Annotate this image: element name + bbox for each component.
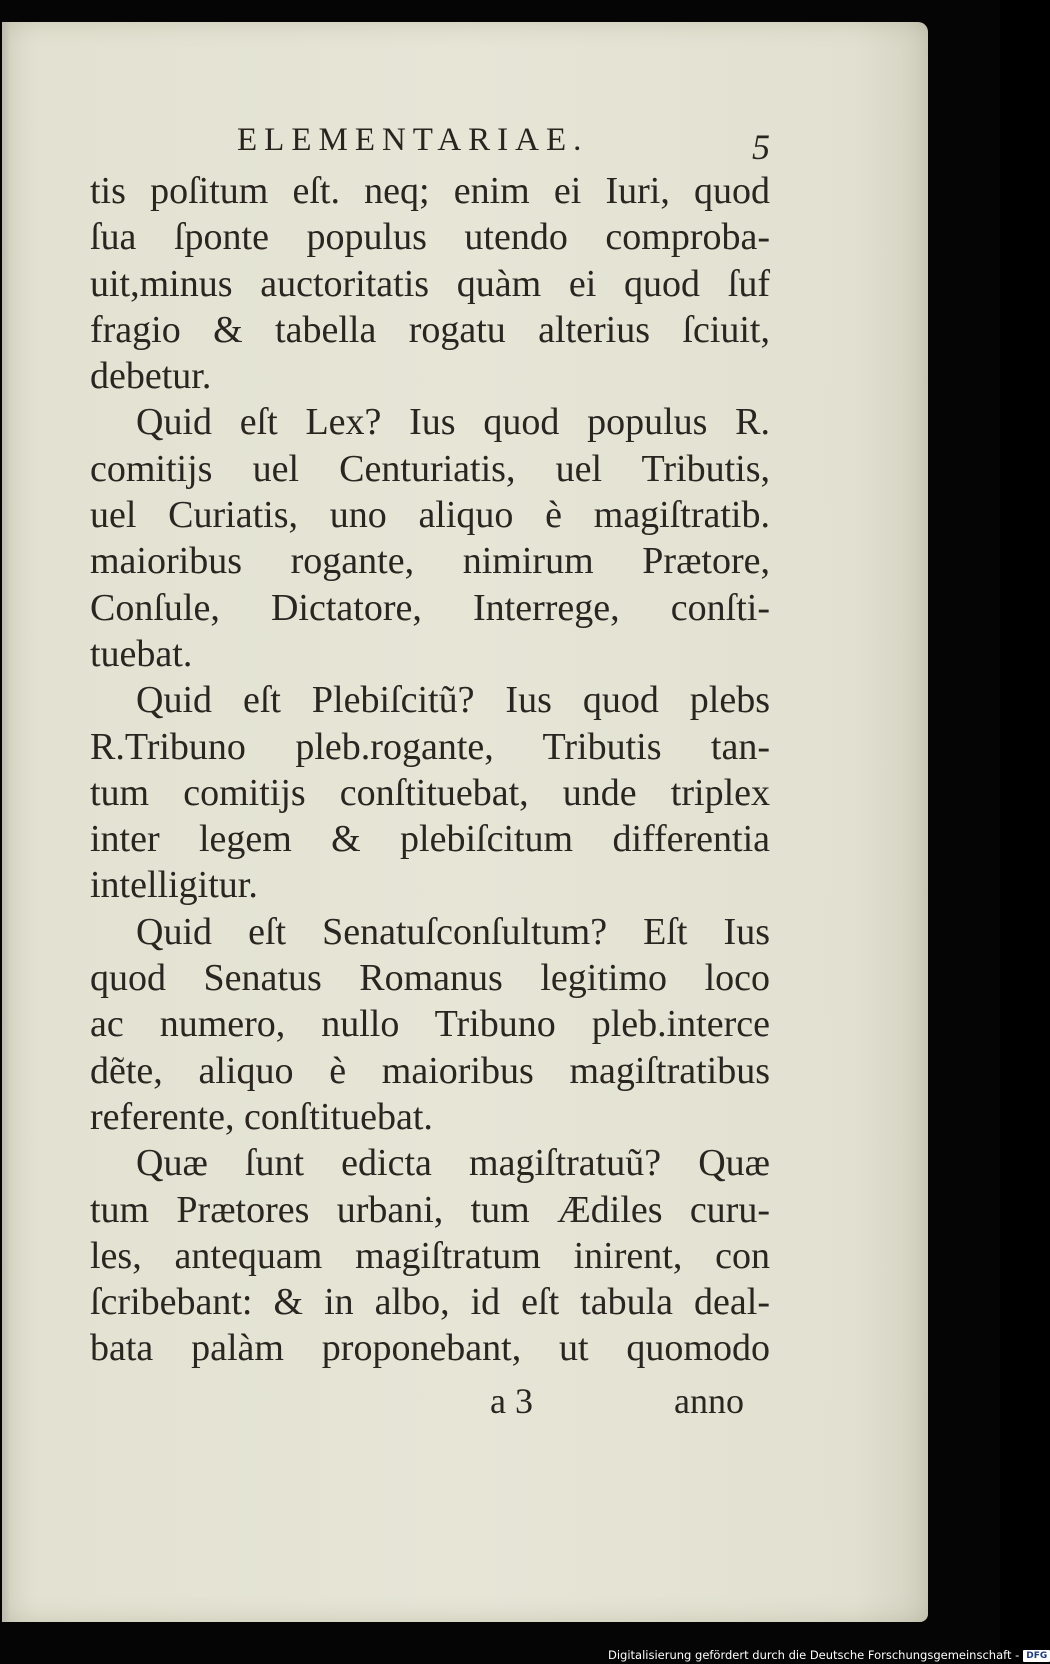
text-line: R.Tribuno pleb.rogante, Tributis tan-: [90, 725, 770, 768]
text-line: Quæ ſunt edicta magiſtratuũ? Quæ: [136, 1142, 770, 1185]
text-line: Conſule, Dictatore, Interrege, conſti-: [90, 586, 770, 629]
text-line: debetur.: [90, 355, 212, 398]
text-line: quod Senatus Romanus legitimo loco: [90, 957, 770, 1000]
text-line: comitijs uel Centuriatis, uel Tributis,: [90, 447, 770, 490]
digitization-credit: [608, 1646, 1048, 1664]
text-line: inter legem & plebiſcitum differentia: [90, 818, 770, 861]
text-line: intelligitur.: [90, 864, 258, 907]
text-line: fragio & tabella rogatu alterius ſciuit,: [90, 308, 770, 351]
running-head: [2, 122, 928, 172]
text-line: maioribus rogante, nimirum Prætore,: [90, 540, 770, 583]
text-line: Quid eſt Lex? Ius quod populus R.: [136, 401, 770, 444]
text-line: tuebat.: [90, 632, 193, 675]
text-line: dẽte, aliquo è maioribus magiſtratibus: [90, 1049, 770, 1092]
text-line: tum Prætores urbani, tum Ædiles curu-: [90, 1188, 770, 1231]
text-line: Quid eſt Plebiſcitũ? Ius quod plebs: [136, 679, 770, 722]
text-line: les, antequam magiſtratum inirent, con: [90, 1234, 770, 1277]
footer-line: [2, 1380, 928, 1426]
text-line: tum comitijs conſtituebat, unde triplex: [90, 771, 770, 814]
body-text: [90, 168, 770, 1372]
text-line: tis poſitum eſt. neq; enim ei Iuri, quod: [90, 170, 770, 212]
signature-mark: a 3: [490, 1381, 533, 1421]
text-line: uit,minus auctoritatis quàm ei quod ſuf: [90, 262, 770, 305]
catchword: anno: [674, 1381, 744, 1421]
text-line: ac numero, nullo Tribuno pleb.interce: [90, 1003, 770, 1046]
text-line: bata palàm proponebant, ut quomodo: [90, 1327, 770, 1370]
book-page: [2, 22, 928, 1622]
text-line: Quid eſt Senatuſconſultum? Eſt Ius: [136, 910, 770, 953]
page-number: 5: [752, 127, 770, 167]
text-line: uel Curiatis, uno aliquo è magiſtratib.: [90, 494, 770, 537]
dfg-logo: DFG: [1023, 1650, 1050, 1662]
text-line: ſcribebant: & in albo, id eſt tabula deal-: [90, 1281, 770, 1324]
running-head-title: ELEMENTARIAE.: [237, 122, 589, 158]
text-line: referente, conſtituebat.: [90, 1095, 433, 1138]
text-line: ſua ſponte populus utendo comproba-: [90, 216, 770, 259]
credit-text: Digitalisierung gefördert durch die Deutsche Forschungsgemeinschaft -: [608, 1648, 1020, 1662]
